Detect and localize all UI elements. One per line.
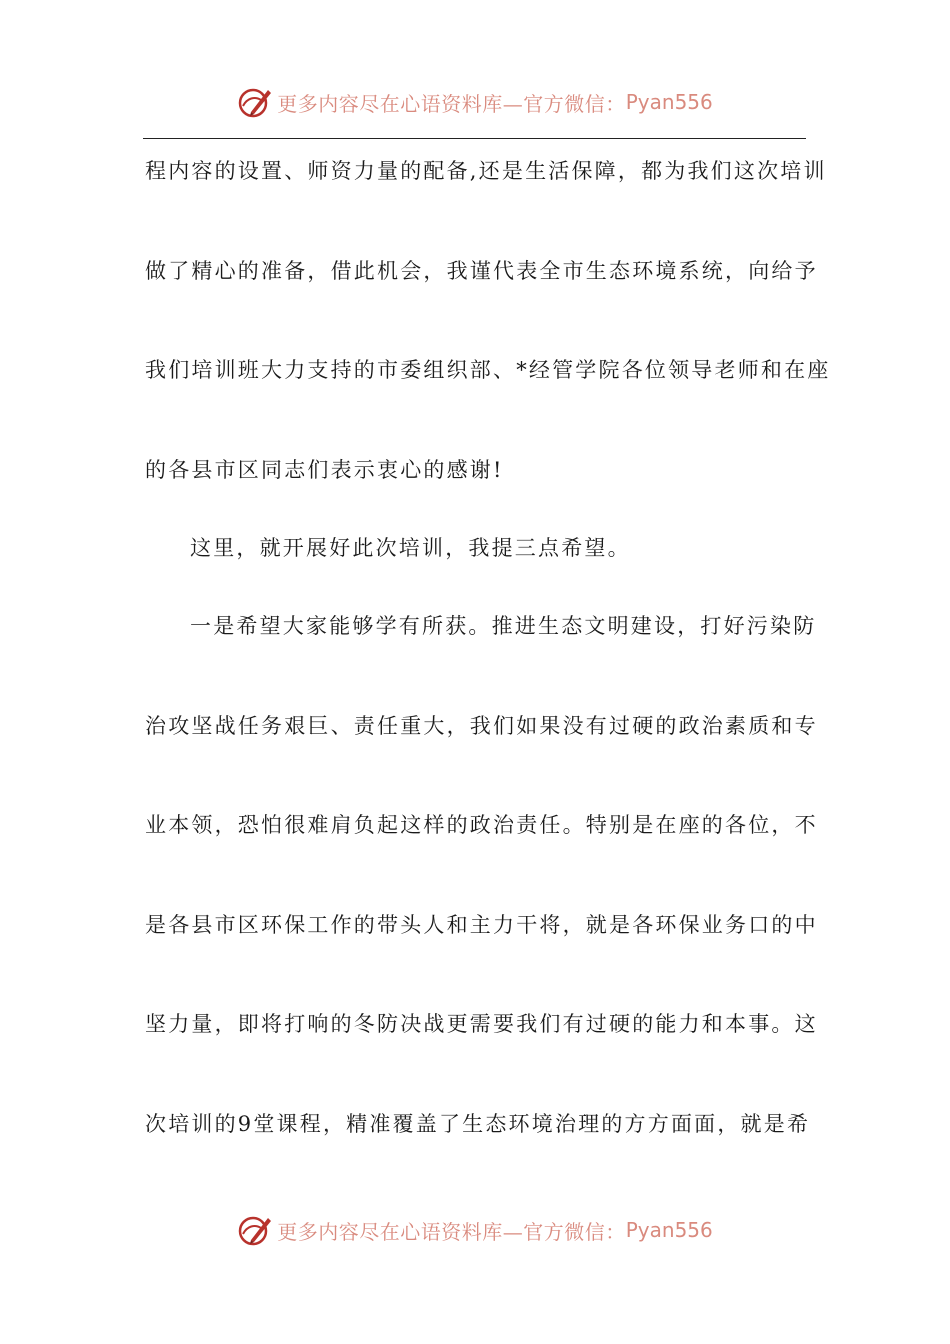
- body-line: 程内容的设置、师资力量的配备,还是生活保障，都为我们这次培训: [145, 159, 827, 183]
- page-header-banner: [0, 82, 950, 122]
- body-line: 做了精心的准备，借此机会，我谨代表全市生态环境系统，向给予: [145, 259, 818, 283]
- pen-on-circle-logo-icon: [237, 84, 273, 120]
- body-line: 一是希望大家能够学有所获。推进生态文明建设，打好污染防: [190, 614, 817, 638]
- header-wechat-handle: Pyan556: [625, 90, 713, 114]
- body-line: 我们培训班大力支持的市委组织部、*经管学院各位领导老师和在座: [145, 358, 831, 382]
- footer-banner-text: 更多内容尽在心语资料库—官方微信：: [277, 1219, 626, 1244]
- header-banner-text: 更多内容尽在心语资料库—官方微信：: [277, 91, 626, 116]
- footer-wechat-handle: Pyan556: [625, 1218, 713, 1242]
- header-divider: [143, 138, 806, 139]
- body-line: 这里，就开展好此次培训，我提三点希望。: [190, 536, 631, 560]
- body-line: 次培训的9堂课程，精准覆盖了生态环境治理的方方面面，就是希: [145, 1112, 811, 1136]
- body-line: 治攻坚战任务艰巨、责任重大，我们如果没有过硬的政治素质和专: [145, 714, 818, 738]
- pen-on-circle-logo-icon: [237, 1212, 273, 1248]
- body-line: 坚力量，即将打响的冬防决战更需要我们有过硬的能力和本事。这: [145, 1012, 818, 1036]
- body-line: 的各县市区同志们表示衷心的感谢!: [145, 458, 504, 482]
- body-line: 业本领，恐怕很难肩负起这样的政治责任。特别是在座的各位，不: [145, 813, 818, 837]
- page-footer-banner: [0, 1210, 950, 1250]
- body-line: 是各县市区环保工作的带头人和主力干将，就是各环保业务口的中: [145, 913, 818, 937]
